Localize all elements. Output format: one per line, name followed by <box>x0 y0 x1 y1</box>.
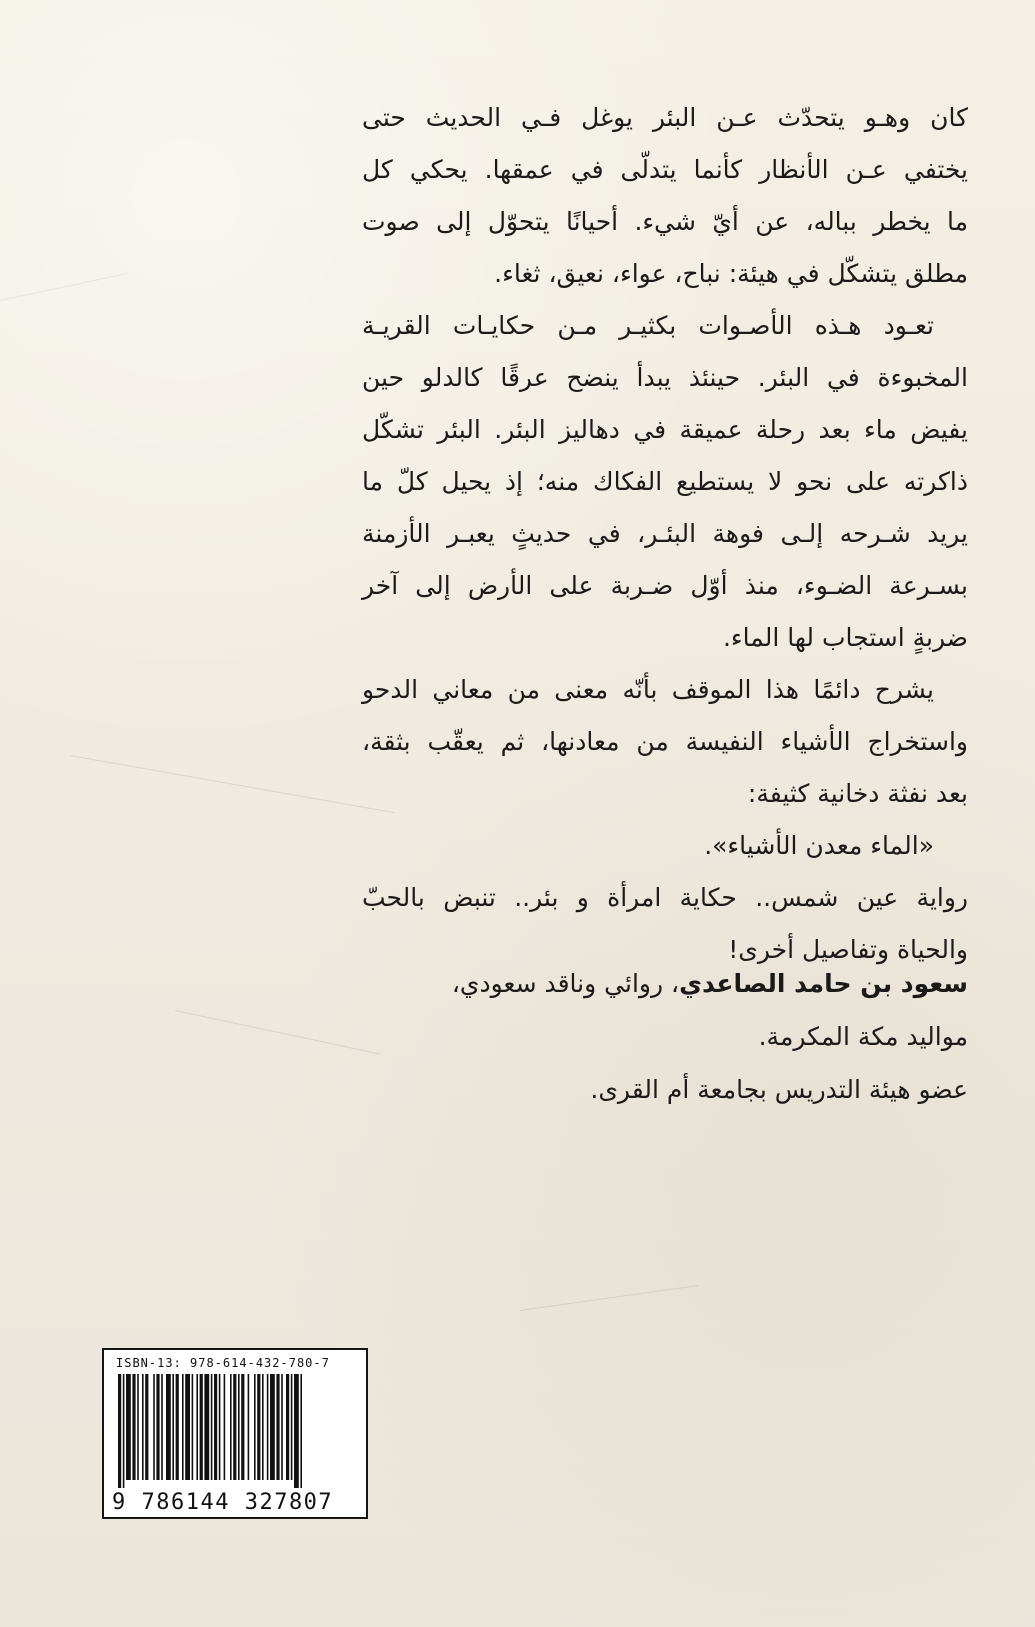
barcode-bar <box>300 1374 302 1488</box>
cover-scratch-mark <box>520 1285 698 1311</box>
barcode-bar <box>262 1374 264 1480</box>
blurb-line: بسـرعة الضـوء، منذ أوّل ضـربة على الأرض إلى آخر <box>362 571 968 600</box>
blurb-line: تعـود هـذه الأصـوات بكثيـر مـن حكايـات القريـة <box>362 311 934 340</box>
blurb-line: والحياة وتفاصيل أخرى! <box>728 935 968 964</box>
barcode-bar <box>156 1374 159 1480</box>
barcode-bar <box>118 1374 121 1488</box>
blurb-line: مطلق يتشكّل في هيئة: نباح، عواء، نعيق، ثغاء. <box>494 259 968 288</box>
blurb-line: كان وهـو يتحدّث عـن البئر يوغل فـي الحديث حتى <box>362 103 968 132</box>
barcode-bar <box>257 1374 260 1480</box>
barcode-bar <box>145 1374 148 1480</box>
blurb-line: ما يخطر بباله، عن أيّ شيء. أحيانًا يتحوّل إلى صوت <box>362 207 968 236</box>
barcode-bar <box>200 1374 203 1480</box>
barcode-bar <box>267 1374 269 1480</box>
blurb-line: يختفي عـن الأنظار كأنما يتدلّى في عمقها. يحكي كل <box>362 155 968 184</box>
blurb-line: يشرح دائمًا هذا الموقف بأنّه معنى من معاني الدحو <box>362 675 934 704</box>
blurb-line: رواية عين شمس.. حكاية امرأة و بئر.. تنبض بالحبّ <box>362 883 968 912</box>
barcode-bar <box>182 1374 184 1480</box>
barcode-bar <box>294 1374 299 1488</box>
blurb-line: ذاكرته على نحو لا يستطيع الفكاك منه؛ إذ يحيل كلّ ما <box>362 467 968 496</box>
barcode-bar <box>238 1374 240 1480</box>
barcode-bar <box>166 1374 171 1480</box>
barcode-bar <box>211 1374 213 1480</box>
blurb-line: يفيض ماء بعد رحلة عميقة في دهاليز البئر. البئر تشكّل <box>362 415 968 444</box>
barcode-graphic <box>114 1374 358 1488</box>
barcode-bar <box>241 1374 244 1480</box>
barcode-bar <box>254 1374 256 1480</box>
barcode-bar <box>224 1374 226 1480</box>
barcode-bar <box>192 1374 194 1480</box>
blurb-line: يريد شـرحه إلـى فوهة البئـر، في حديثٍ يعبـر الأزمنة <box>362 519 968 548</box>
barcode-bar <box>142 1374 144 1480</box>
isbn-label: ISBN-13: 978-614-432-780-7 <box>116 1356 330 1370</box>
blurb-line: ضربةٍ استجاب لها الماء. <box>722 623 968 652</box>
author-name: سعود بن حامد الصاعدي <box>679 969 968 998</box>
author-birth-line: مواليد مكة المكرمة. <box>758 1022 968 1051</box>
barcode-bar <box>276 1374 279 1480</box>
barcode-bar <box>233 1374 236 1480</box>
barcode-bar <box>176 1374 179 1480</box>
blurb-text <box>362 92 968 976</box>
cover-scratch-mark <box>70 755 395 813</box>
cover-scratch-mark <box>0 273 127 301</box>
barcode-number: 9 786144 327807 <box>112 1490 334 1515</box>
barcode-bar <box>270 1374 275 1480</box>
isbn-barcode <box>102 1348 368 1519</box>
author-bio <box>430 957 968 1116</box>
quote-line: «الماء معدن الأشياء». <box>704 831 934 860</box>
barcode-bar <box>153 1374 155 1480</box>
author-role: ، روائي وناقد سعودي، <box>451 969 680 998</box>
barcode-bar <box>204 1374 209 1480</box>
cover-scratch-mark <box>175 1010 381 1055</box>
barcode-bar <box>230 1374 232 1480</box>
barcode-bar <box>126 1374 131 1480</box>
barcode-bar <box>214 1374 217 1480</box>
barcode-bar <box>196 1374 198 1480</box>
barcode-bar <box>281 1374 283 1480</box>
barcode-bar <box>185 1374 190 1480</box>
barcode-bar <box>248 1374 250 1480</box>
author-position-line: عضو هيئة التدريس بجامعة أم القرى. <box>590 1075 968 1104</box>
barcode-bar <box>219 1374 221 1480</box>
barcode-bar <box>137 1374 139 1480</box>
barcode-bar <box>286 1374 289 1480</box>
blurb-line: واستخراج الأشياء النفيسة من معادنها، ثم يعقّب بثقة، <box>362 727 968 756</box>
barcode-bar <box>123 1374 125 1488</box>
barcode-bar <box>132 1374 135 1480</box>
barcode-bar <box>161 1374 163 1480</box>
author-name-line <box>430 957 968 1010</box>
barcode-bar <box>291 1374 293 1480</box>
barcode-bar <box>172 1374 174 1480</box>
blurb-line: المخبوءة في البئر. حينئذ يبدأ ينضح عرقًا كالدلو حين <box>362 363 968 392</box>
blurb-line: بعد نفثة دخانية كثيفة: <box>747 779 968 808</box>
